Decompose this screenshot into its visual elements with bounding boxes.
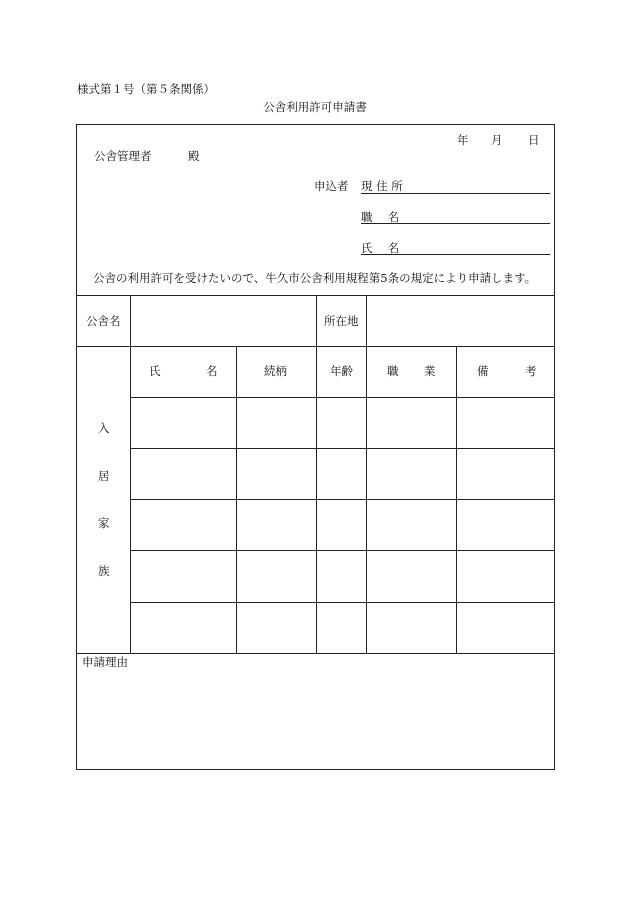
column-line bbox=[130, 295, 131, 653]
family-row-line bbox=[130, 448, 555, 449]
addressee-suffix: 殿 bbox=[188, 149, 200, 163]
form-number-label: 様式第１号（第５条関係） bbox=[77, 82, 215, 96]
facility-name-label: 公舎名 bbox=[86, 314, 121, 328]
date-year-label: 年 bbox=[457, 133, 469, 147]
family-label-char: 族 bbox=[98, 564, 110, 578]
application-reason-label: 申請理由 bbox=[82, 655, 128, 669]
family-label-char: 家 bbox=[98, 516, 110, 530]
application-statement: 公舎の利用許可を受けたいので、牛久市公舎利用規程第5条の規定により申請します。 bbox=[93, 271, 537, 285]
family-label-char: 居 bbox=[98, 469, 110, 483]
applicant-name-label: 氏 名 bbox=[361, 241, 400, 255]
header-remarks-part2: 考 bbox=[525, 364, 537, 378]
column-line bbox=[236, 346, 237, 653]
family-row-line bbox=[130, 550, 555, 551]
column-line bbox=[316, 295, 317, 653]
header-relationship: 続柄 bbox=[264, 364, 287, 378]
addressee-label: 公舎管理者 bbox=[94, 149, 152, 163]
address-underline bbox=[361, 193, 550, 194]
header-name-part2: 名 bbox=[206, 364, 218, 378]
job-title-underline bbox=[361, 223, 550, 224]
header-remarks-part1: 備 bbox=[477, 364, 489, 378]
form-title: 公舎利用許可申請書 bbox=[263, 100, 367, 114]
family-label-char: 入 bbox=[98, 421, 110, 435]
date-month-label: 月 bbox=[491, 133, 503, 147]
family-row-line bbox=[130, 602, 555, 603]
family-row-line bbox=[130, 499, 555, 500]
header-occupation-part2: 業 bbox=[424, 364, 436, 378]
family-row-line bbox=[130, 397, 555, 398]
applicant-label: 申込者 bbox=[314, 179, 349, 193]
address-label: 現 住 所 bbox=[361, 179, 403, 193]
column-line bbox=[456, 346, 457, 653]
column-line bbox=[366, 295, 367, 346]
divider-reason-top bbox=[76, 653, 555, 654]
column-line bbox=[366, 346, 367, 653]
job-title-label: 職 名 bbox=[361, 210, 400, 224]
name-underline bbox=[361, 254, 550, 255]
header-occupation-part1: 職 bbox=[387, 364, 399, 378]
date-day-label: 日 bbox=[528, 133, 540, 147]
header-name-part1: 氏 bbox=[149, 364, 161, 378]
header-age: 年齢 bbox=[330, 364, 353, 378]
location-label: 所在地 bbox=[324, 314, 359, 328]
